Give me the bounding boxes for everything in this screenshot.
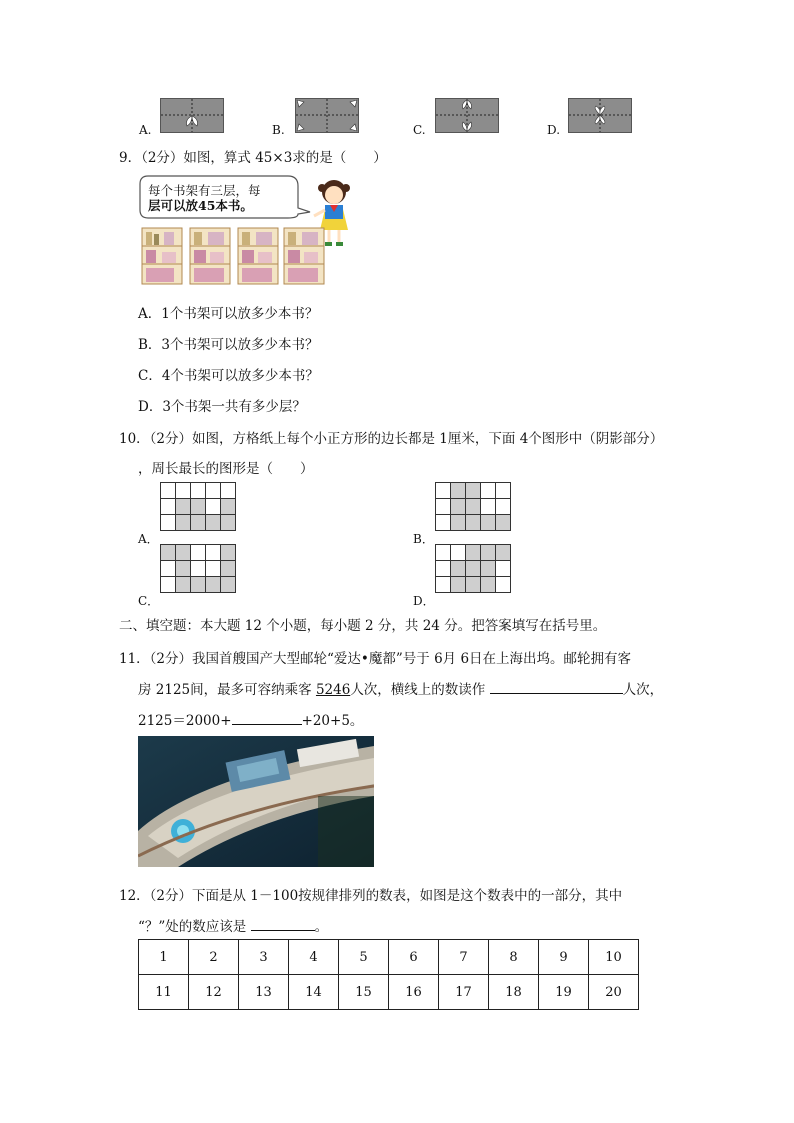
q9-illustration <box>138 172 368 287</box>
table-cell: 5 <box>339 940 389 975</box>
q8-option-a-label[interactable]: A. <box>139 123 152 137</box>
q10-stem-line-2: ，周长最长的图形是（ ） <box>138 461 314 477</box>
table-cell: 18 <box>489 975 539 1010</box>
section-2-heading: 二、填空题：本大题 12 个小题，每小题 2 分，共 24 分。把答案填写在括号里。 <box>119 618 607 634</box>
q9-option-c[interactable]: C．4个书架可以放多少本书？ <box>138 368 319 384</box>
bookshelf-1 <box>142 228 182 284</box>
cruise-ship-photo <box>138 736 374 867</box>
table-cell: 16 <box>389 975 439 1010</box>
cruise-ship-image <box>138 736 374 867</box>
table-row <box>139 975 639 1010</box>
fold-pattern-b <box>296 99 358 132</box>
bookshelf-3 <box>238 228 278 284</box>
q11-line-2-suffix: 人次， <box>622 682 664 698</box>
q10-grid-a <box>160 482 236 531</box>
table-cell: 13 <box>239 975 289 1010</box>
q10-option-a-label[interactable]: A． <box>138 532 159 546</box>
table-cell: 9 <box>539 940 589 975</box>
q11-line-3-suffix: +20+5。 <box>301 713 364 729</box>
q11-line-1: 11．（2分）我国首艘国产大型邮轮“爱达•魔都”号于 6月 6日在上海出坞。邮轮拥有客 <box>119 651 632 667</box>
fold-pattern-c <box>436 99 498 132</box>
table-cell: 15 <box>339 975 389 1010</box>
q10-grid-c <box>160 544 236 593</box>
table-cell: 10 <box>589 940 639 975</box>
q10-grid-d <box>435 544 511 593</box>
table-cell: 6 <box>389 940 439 975</box>
table-cell: 14 <box>289 975 339 1010</box>
q12-answer-blank[interactable] <box>251 916 315 931</box>
q9-stem: 9．（2分）如图，算式 45×3求的是（ ） <box>119 150 387 166</box>
q12-line-2-prefix: “？”处的数应该是 <box>138 919 251 935</box>
q11-line-3-prefix: 2125＝2000+ <box>138 713 232 729</box>
table-cell: 3 <box>239 940 289 975</box>
q12-line-2-suffix: 。 <box>314 919 329 935</box>
q8-option-d-label[interactable]: D. <box>547 123 561 137</box>
q8-option-d-figure <box>568 98 632 133</box>
q8-option-b-label[interactable]: B. <box>272 123 285 137</box>
q9-option-d[interactable]: D．3个书架一共有多少层？ <box>138 399 306 415</box>
q9-option-a[interactable]: A．1个书架可以放多少本书？ <box>138 306 319 322</box>
speech-bubble-line-1: 每个书架有三层，每 <box>148 183 261 198</box>
q8-option-a-figure <box>160 98 224 133</box>
bookshelf-4 <box>284 228 324 284</box>
q12-line-1: 12．（2分）下面是从 1－100按规律排列的数表，如图是这个数表中的一部分，其中 <box>119 888 623 904</box>
q10-stem-line-1: 10．（2分）如图，方格纸上每个小正方形的边长都是 1厘米，下面 4个图形中（阴影部分） <box>119 431 664 447</box>
q12-line-2 <box>138 915 328 935</box>
q8-option-c-figure <box>435 98 499 133</box>
q9-option-b[interactable]: B．3个书架可以放多少本书？ <box>138 337 319 353</box>
q10-option-c-label[interactable]: C． <box>138 594 160 608</box>
speech-bubble-text <box>148 183 261 213</box>
q10-option-d-label[interactable]: D． <box>413 594 435 608</box>
q11-line-3 <box>138 709 363 729</box>
q10-option-b-label[interactable]: B． <box>413 532 434 546</box>
speech-bubble-line-2: 层可以放45本书。 <box>148 198 253 213</box>
table-cell: 11 <box>139 975 189 1010</box>
table-row <box>139 940 639 975</box>
q10-grid-b <box>435 482 511 531</box>
table-cell: 7 <box>439 940 489 975</box>
fold-pattern-a <box>161 99 223 132</box>
bookshelf-2 <box>190 228 230 284</box>
q8-option-c-label[interactable]: C. <box>413 123 426 137</box>
q11-line-2 <box>138 678 663 698</box>
q12-number-table <box>138 939 639 1010</box>
q11-answer-blank-2[interactable] <box>232 710 302 725</box>
q8-option-b-figure <box>295 98 359 133</box>
table-cell: 8 <box>489 940 539 975</box>
fold-pattern-d <box>569 99 631 132</box>
table-cell: 2 <box>189 940 239 975</box>
q11-passenger-number: 5246 <box>315 682 351 698</box>
table-cell: 4 <box>289 940 339 975</box>
table-cell: 1 <box>139 940 189 975</box>
table-cell: 19 <box>539 975 589 1010</box>
q11-line-2-prefix: 房 2125间，最多可容纳乘客 <box>138 682 316 698</box>
table-cell: 17 <box>439 975 489 1010</box>
table-cell: 20 <box>589 975 639 1010</box>
q11-answer-blank-1[interactable] <box>490 679 623 694</box>
table-cell: 12 <box>189 975 239 1010</box>
q11-line-2-middle: 人次，横线上的数读作 <box>350 682 490 698</box>
